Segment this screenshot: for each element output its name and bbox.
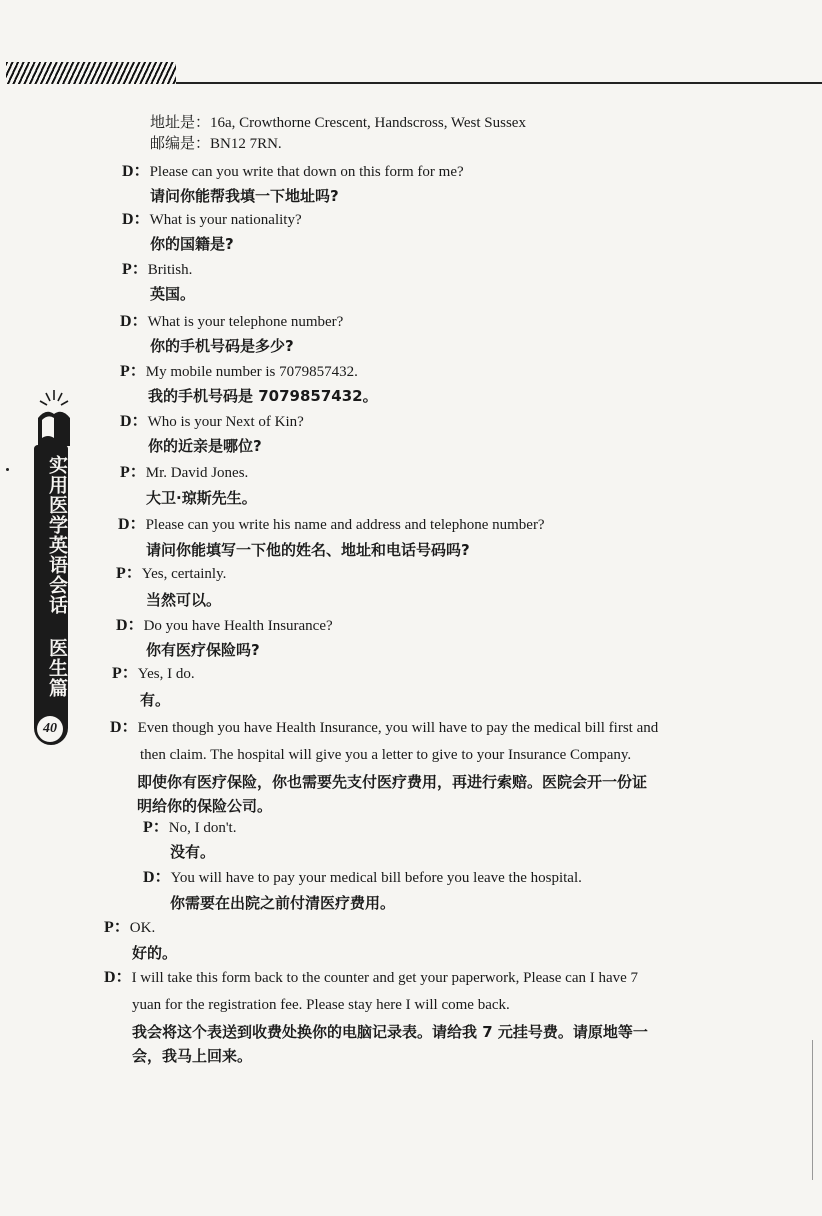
dialogue-line [150, 234, 234, 255]
dialogue-line [116, 616, 333, 636]
dialogue-line [150, 336, 294, 357]
speaker-label: D： [110, 719, 138, 736]
chinese-translation: 当然可以。 [146, 591, 222, 609]
english-text: Who is your Next of Kin? [147, 414, 304, 430]
book-title: 实用医学英语会话 医生篇 [46, 455, 68, 698]
dialogue-line [112, 664, 195, 684]
english-text: 邮编是：BN12 7RN. [150, 136, 282, 152]
dialogue-line [120, 463, 248, 483]
english-text: OK. [129, 920, 156, 936]
dialogue-line [150, 134, 282, 154]
english-text: British. [147, 262, 193, 278]
dialogue-line [104, 918, 155, 938]
page-edge-rule [812, 1040, 813, 1180]
dialogue-line [132, 1046, 252, 1067]
chinese-translation: 请问你能填写一下他的姓名、地址和电话号码吗? [146, 541, 470, 559]
dialogue-line [132, 995, 510, 1015]
dialogue-line [110, 718, 658, 738]
dialogue-line [132, 1022, 648, 1043]
chinese-translation: 好的。 [132, 944, 178, 962]
english-text: Please can you write his name and address and telephone number? [145, 517, 545, 533]
dialogue-line [137, 796, 272, 817]
dialogue-line [150, 284, 195, 305]
dialogue-line [137, 772, 647, 793]
dialogue-line [143, 868, 582, 888]
speaker-label: D： [120, 413, 148, 430]
page-number: 40 [37, 716, 63, 742]
speaker-label: P： [116, 565, 142, 582]
speaker-label: P： [143, 819, 169, 836]
speaker-label: D： [122, 211, 150, 228]
speaker-label: D： [143, 869, 171, 886]
chinese-translation: 会，我马上回来。 [132, 1047, 253, 1065]
speaker-label: P： [120, 363, 146, 380]
english-text: What is your nationality? [149, 212, 302, 228]
dialogue-line [120, 312, 343, 332]
dialogue-line [170, 893, 395, 914]
speaker-label: P： [104, 919, 130, 936]
english-text: then claim. The hospital will give you a letter to give to your Insurance Company. [140, 747, 632, 763]
dialogue-line [146, 540, 470, 561]
dialogue-line [146, 488, 257, 509]
english-text: My mobile number is 7079857432. [145, 364, 358, 380]
speaker-label: D： [120, 313, 148, 330]
scan-speck [6, 468, 9, 471]
dialogue-line [122, 210, 302, 230]
english-text: Yes, I do. [137, 666, 195, 682]
dialogue-line [146, 640, 260, 661]
dialogue-line [150, 113, 526, 133]
english-text: Yes, certainly. [141, 566, 227, 582]
english-text: You will have to pay your medical bill before you leave the hospital. [170, 870, 582, 886]
chinese-translation: 我的手机号码是 7079857432。 [148, 387, 378, 405]
english-text: I will take this form back to the counter and get your paperwork, Please can I have 7 [131, 970, 639, 986]
dialogue-line [140, 745, 631, 765]
speaker-label: P： [120, 464, 146, 481]
chinese-translation: 请问你能帮我填一下地址吗? [150, 187, 339, 205]
english-text: What is your telephone number? [147, 314, 344, 330]
chinese-translation: 你的手机号码是多少? [150, 337, 294, 355]
chinese-translation: 即使你有医疗保险，你也需要先支付医疗费用，再进行索赔。医院会开一份证 [137, 773, 648, 791]
speaker-label: D： [118, 516, 146, 533]
chinese-translation: 你需要在出院之前付清医疗费用。 [170, 894, 396, 912]
speaker-label: P： [122, 261, 148, 278]
chinese-translation: 有。 [140, 691, 171, 709]
chinese-translation: 英国。 [150, 285, 196, 303]
open-book-icon [34, 388, 74, 448]
english-text: yuan for the registration fee. Please stay here I will come back. [132, 997, 510, 1013]
chinese-translation: 我会将这个表送到收费处换你的电脑记录表。请给我 7 元挂号费。请原地等一 [132, 1023, 648, 1041]
dialogue-line [122, 260, 192, 280]
dialogue-line [148, 386, 378, 407]
chinese-translation: 大卫·琼斯先生。 [146, 489, 257, 507]
header-rule [176, 82, 822, 84]
chinese-translation: 明给你的保险公司。 [137, 797, 273, 815]
chinese-translation: 没有。 [170, 843, 216, 861]
english-text: Even though you have Health Insurance, you will have to pay the medical bill first and [137, 720, 659, 736]
dialogue-line [116, 564, 226, 584]
dialogue-line [118, 515, 545, 535]
dialogue-line [146, 590, 221, 611]
dialogue-line [140, 690, 170, 711]
dialogue-line [120, 362, 358, 382]
chinese-translation: 你的国籍是? [150, 235, 234, 253]
dialogue-line [170, 842, 215, 863]
dialogue-line [122, 162, 464, 182]
chinese-translation: 你的近亲是哪位? [148, 437, 262, 455]
english-text: Mr. David Jones. [145, 465, 249, 481]
dialogue-line [132, 943, 177, 964]
english-text: Do you have Health Insurance? [143, 618, 333, 634]
header-hatch-decoration [6, 62, 176, 84]
dialogue-line [148, 436, 262, 457]
english-text: No, I don't. [168, 820, 237, 836]
chinese-translation: 你有医疗保险吗? [146, 641, 260, 659]
speaker-label: D： [122, 163, 150, 180]
dialogue-line [104, 968, 638, 988]
speaker-label: P： [112, 665, 138, 682]
english-text: 地址是：16a, Crowthorne Crescent, Handscross, West Sussex [150, 115, 526, 131]
speaker-label: D： [104, 969, 132, 986]
dialogue-line [120, 412, 304, 432]
speaker-label: D： [116, 617, 144, 634]
dialogue-line [150, 186, 339, 207]
dialogue-line [143, 818, 236, 838]
english-text: Please can you write that down on this form for me? [149, 164, 464, 180]
